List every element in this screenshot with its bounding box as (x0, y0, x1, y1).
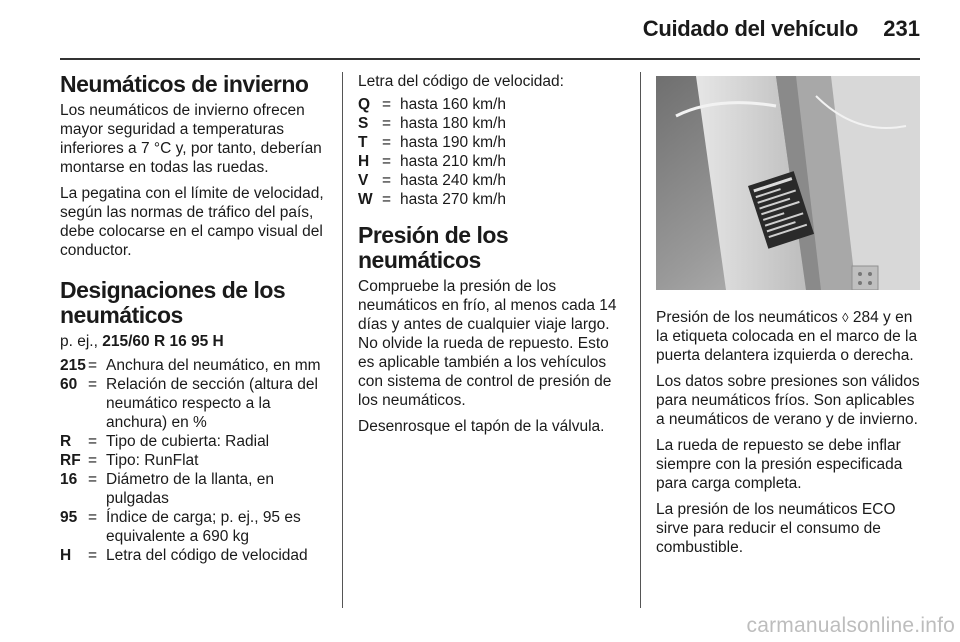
winter-paragraph-2: La pegatina con el límite de velocidad, según las normas de tráfico del país, debe colocarse en el campo visual del conductor. (60, 185, 324, 259)
pressure-data-paragraph: Los datos sobre presiones son válidos para neumáticos fríos. Son aplicables a neumáticos de verano y de invierno. (656, 373, 920, 428)
column-rule-1 (342, 72, 343, 608)
speed-text: hasta 270 km/h (400, 191, 506, 208)
pressure-paragraph-2: Desenrosque el tapón de la válvula. (358, 418, 605, 435)
winter-paragraph-1: Los neumáticos de invierno ofrecen mayor seguridad a temperaturas inferiores a 7 °C y, por tanto, deberían montarse en todas las ruedas. (60, 102, 322, 176)
door-frame-tyre-label-photo (656, 76, 920, 290)
page-number: 231 (883, 16, 920, 41)
designation-eq: = (88, 357, 98, 374)
speed-key: W (358, 191, 373, 208)
speed-text: hasta 180 km/h (400, 115, 506, 132)
speed-key: S (358, 115, 369, 132)
speed-eq: = (382, 153, 392, 170)
designation-key: 215 (60, 357, 86, 374)
page-reference[interactable]: 284 y (852, 309, 891, 326)
designation-eq: = (88, 452, 98, 469)
designation-text: Tipo de cubierta: Radial (106, 433, 270, 450)
speed-eq: = (382, 96, 392, 113)
designation-example (60, 332, 328, 351)
spare-wheel-paragraph: La rueda de repuesto se debe inflar siempre con la presión especificada para carga completa. (656, 437, 903, 492)
speed-key: T (358, 134, 368, 151)
column-rule-2 (640, 72, 641, 608)
designation-text: Letra del código de velocidad (106, 547, 308, 564)
example-code: 215/60 R 16 95 H (102, 333, 224, 350)
pressure-paragraph-1: Compruebe la presión de los neumáticos en frío, al menos cada 14 días y antes de cualquier viaje largo. No olvide la rueda de repuesto. Esto es aplicable también a los vehículos con sistema de control de presión de los neumáticos. (358, 278, 617, 409)
watermark: carmanualsonline.info (746, 614, 955, 637)
speed-key: V (358, 172, 369, 189)
label-location-suffix: en la etiqueta colocada en el marco de la puerta delantera izquierda o derecha. (656, 309, 918, 364)
designation-eq: = (88, 547, 98, 564)
speed-code-list (358, 95, 624, 209)
designation-key: R (60, 433, 72, 450)
speed-text: hasta 210 km/h (400, 153, 506, 170)
speed-key: Q (358, 96, 371, 113)
heading-winter-tyres: Neumáticos de invierno (60, 71, 309, 97)
designation-key: 16 (60, 471, 78, 488)
designation-key: 60 (60, 376, 78, 393)
designation-eq: = (88, 471, 98, 488)
designation-text: Diámetro de la llanta, en pulgadas (106, 471, 275, 507)
designation-text: Índice de carga; p. ej., 95 es equivalente a 690 kg (106, 509, 301, 545)
speed-eq: = (382, 134, 392, 151)
column-3 (656, 72, 922, 564)
header-rule (60, 58, 920, 60)
speed-code-title: Letra del código de velocidad: (358, 73, 564, 90)
label-location-paragraph (656, 308, 922, 365)
designation-list (60, 356, 328, 565)
speed-eq: = (382, 191, 392, 208)
heading-tyre-pressure: Presión de los neumáticos (358, 222, 509, 273)
designation-eq: = (88, 509, 98, 526)
designation-key: RF (60, 452, 81, 469)
designation-key: H (60, 547, 72, 564)
designation-text: Relación de sección (altura del neumático respecto a la anchura) en % (106, 376, 318, 431)
designation-text: Tipo: RunFlat (106, 452, 199, 469)
speed-text: hasta 190 km/h (400, 134, 506, 151)
label-location-prefix: Presión de los neumáticos (656, 309, 838, 326)
column-1 (60, 72, 328, 565)
column-2 (358, 72, 624, 443)
page-reference-icon: ◊ (842, 310, 849, 325)
designation-eq: = (88, 376, 98, 393)
page-header-title: Cuidado del vehículo (642, 16, 858, 41)
speed-text: hasta 240 km/h (400, 172, 506, 189)
designation-key: 95 (60, 509, 78, 526)
heading-tyre-designations: Designaciones de los neumáticos (60, 277, 286, 328)
designation-text: Anchura del neumático, en mm (106, 357, 321, 374)
speed-text: hasta 160 km/h (400, 96, 506, 113)
speed-eq: = (382, 115, 392, 132)
eco-pressure-paragraph: La presión de los neumáticos ECO sirve para reducir el consumo de combustible. (656, 501, 896, 556)
speed-key: H (358, 153, 370, 170)
designation-eq: = (88, 433, 98, 450)
speed-eq: = (382, 172, 392, 189)
example-prefix: p. ej., (60, 333, 98, 350)
